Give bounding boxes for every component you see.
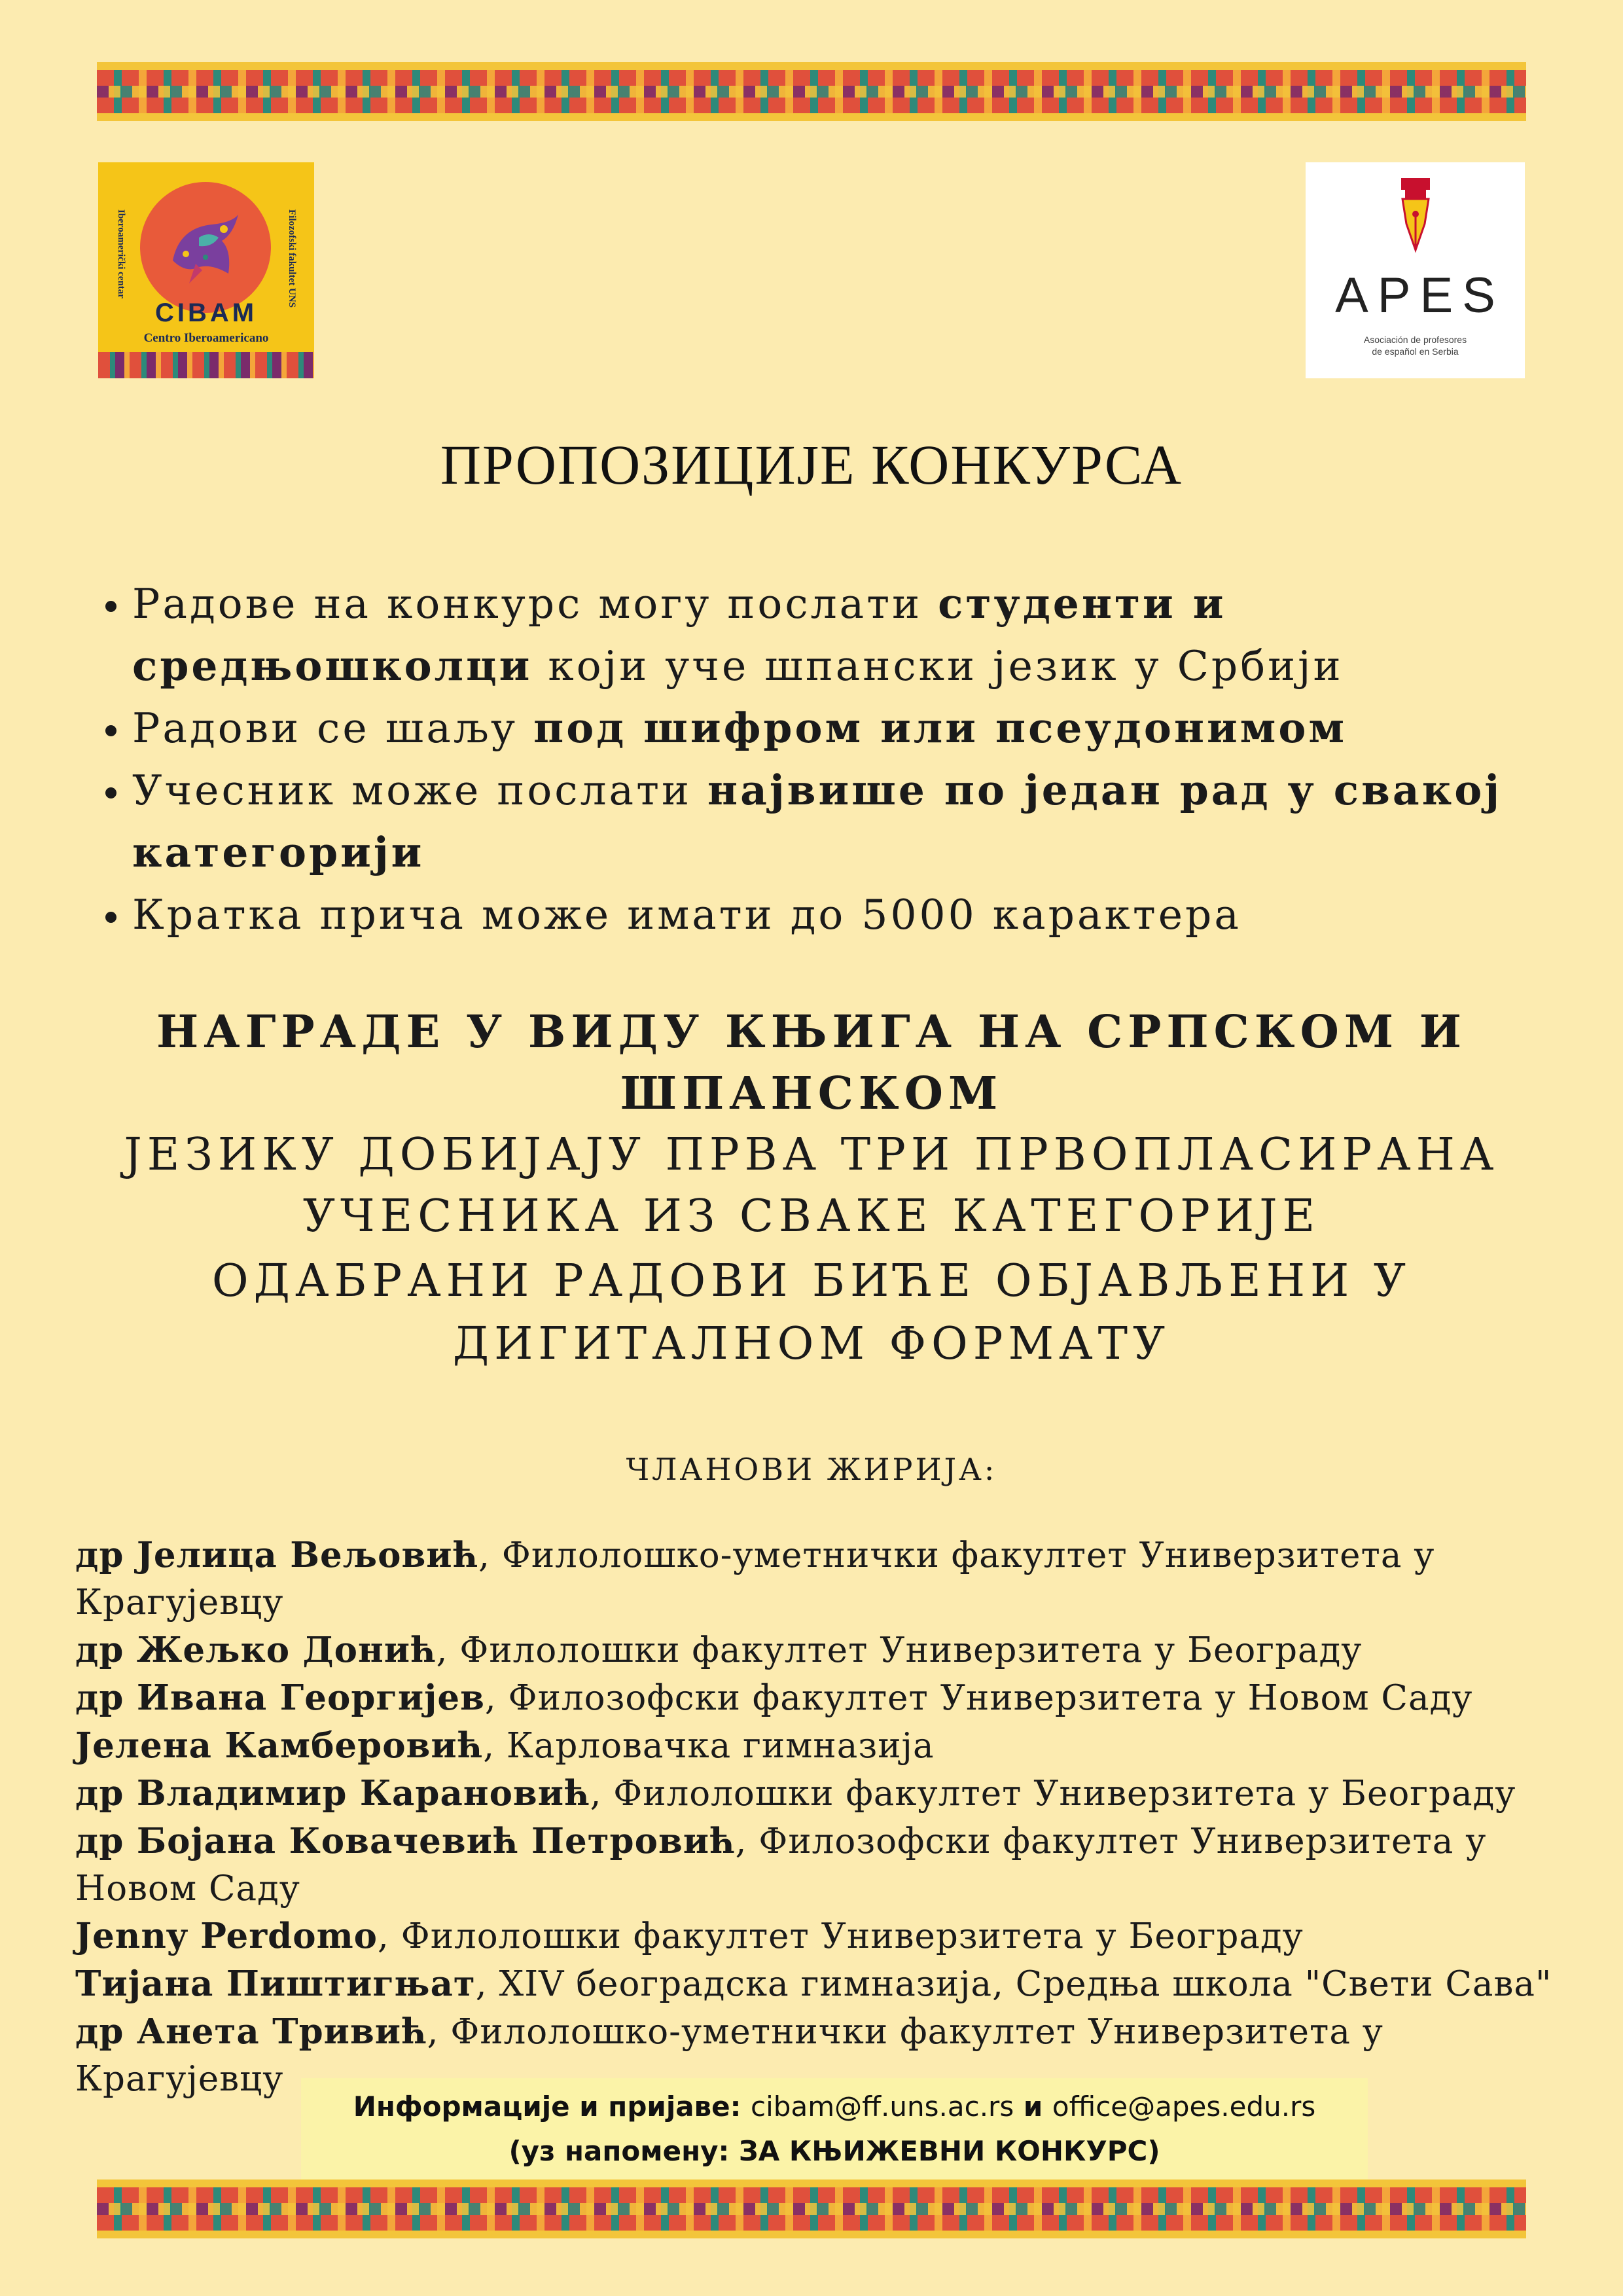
cibam-bird-icon	[140, 182, 271, 313]
rule-text: који уче шпански језик у Србији	[532, 642, 1344, 690]
rule-emphasis: под шифром или псеудонимом	[533, 704, 1347, 752]
rule-item	[132, 759, 1585, 884]
jury-member-affiliation: , Филолошки факултет Универзитета у Београду	[378, 1916, 1304, 1956]
jury-member	[75, 1626, 1580, 1674]
contact-and: и	[1014, 2090, 1052, 2123]
cibam-logo-arc-right: Filozofski fakultet UNS	[287, 209, 297, 308]
jury-list	[75, 1532, 1580, 2103]
jury-member-name: др Јелица Вељовић	[75, 1535, 479, 1575]
bottom-decorative-border	[97, 2179, 1526, 2238]
jury-member	[75, 1912, 1580, 1960]
cibam-logo-pattern	[98, 352, 314, 378]
jury-member-name: Јелена Камберовић	[75, 1725, 484, 1766]
jury-member-affiliation: , Карловачка гимназија	[483, 1726, 935, 1766]
jury-member	[75, 1770, 1580, 1818]
jury-member-affiliation: , Филолошки факултет Универзитета у Београду	[436, 1630, 1363, 1670]
prizes-statement	[0, 1001, 1623, 1247]
contact-info-box	[301, 2078, 1368, 2181]
contact-email-apes[interactable]: office@apes.edu.rs	[1052, 2090, 1316, 2123]
rules-list	[85, 573, 1585, 946]
jury-member	[75, 1532, 1580, 1626]
note-close: )	[1147, 2135, 1160, 2167]
apes-logo-subtitle-line2: de español en Serbia	[1372, 346, 1459, 357]
cibam-logo-name: CIBAM	[154, 298, 258, 327]
jury-member-name: Тијана Пиштигњат	[75, 1964, 476, 2004]
apes-logo-name: APES	[1335, 268, 1505, 323]
fountain-pen-icon	[1396, 178, 1435, 257]
rule-item	[132, 573, 1585, 697]
apes-logo	[1306, 162, 1525, 378]
rule-emphasis: највише по један рад у свакој категорији	[132, 766, 1503, 876]
contact-label: Информације и пријаве	[353, 2090, 730, 2123]
jury-member-name: др Анета Тривић	[75, 2011, 427, 2052]
prizes-line: ЈЕЗИКУ ДОБИЈАЈУ ПРВА ТРИ ПРВОПЛАСИРАНА	[124, 1129, 1499, 1181]
contact-note	[301, 2129, 1368, 2174]
jury-member-affiliation: , XIV београдска гимназија, Средња школа "Свети Сава"	[475, 1964, 1552, 2004]
rule-emphasis: студенти и средњошколци	[132, 579, 1226, 690]
contact-line	[301, 2085, 1368, 2129]
cibam-logo-arc-left: Iberoamerički centar	[116, 209, 126, 298]
prizes-line: УЧЕСНИКА ИЗ СВАКЕ КАТЕГОРИЈЕ	[302, 1191, 1321, 1242]
contact-email-cibam[interactable]: cibam@ff.uns.ac.rs	[751, 2090, 1014, 2123]
note-subject: ЗА КЊИЖЕВНИ КОНКУРС	[738, 2135, 1148, 2167]
jury-member-name: др Бојана Ковачевић Петровић	[75, 1821, 736, 1861]
rule-text: Радове на конкурс могу послати	[132, 580, 938, 628]
contact-colon: :	[730, 2090, 751, 2123]
jury-member-name: др Владимир Карановић	[75, 1773, 590, 1814]
jury-member	[75, 1960, 1580, 2008]
jury-member-affiliation: , Филолошко-уметнички факултет Универзитета у Крагујевцу	[75, 1535, 1435, 1623]
top-decorative-border	[97, 62, 1526, 121]
page-title: ПРОПОЗИЦИЈЕ КОНКУРСА	[440, 433, 1183, 496]
publication-line: ОДАБРАНИ РАДОВИ БИЋЕ ОБЈАВЉЕНИ У	[211, 1255, 1412, 1307]
jury-member-name: др Ивана Георгијев	[75, 1677, 485, 1718]
jury-member	[75, 1722, 1580, 1770]
jury-member-affiliation: , Филозофски факултет Универзитета у Новом Саду	[484, 1678, 1473, 1718]
jury-member-affiliation: , Филолошки факултет Универзитета у Београду	[590, 1774, 1516, 1814]
note-open: (уз напомену:	[508, 2135, 739, 2167]
jury-member	[75, 1674, 1580, 1722]
cibam-logo	[98, 162, 314, 378]
jury-member-name: др Жељко Донић	[75, 1630, 437, 1670]
jury-member	[75, 1818, 1580, 1912]
rule-text: Кратка прича може имати до 5000 карактера	[132, 891, 1241, 939]
publication-statement	[0, 1250, 1623, 1376]
rule-text: Учесник може послати	[132, 766, 707, 814]
publication-line: ДИГИТАЛНОМ ФОРМАТУ	[452, 1318, 1171, 1370]
apes-logo-subtitle-line1: Asociación de profesores	[1363, 334, 1467, 345]
prizes-line: НАГРАДЕ У ВИДУ КЊИГА НА СРПСКОМ И ШПАНСКОМ	[156, 1006, 1467, 1120]
jury-member-name: Jenny Perdomo	[75, 1916, 378, 1956]
rule-text: Радови се шаљу	[132, 704, 534, 752]
jury-heading: ЧЛАНОВИ ЖИРИЈА:	[626, 1452, 997, 1487]
apes-logo-subtitle	[1306, 334, 1525, 357]
jury-member-affiliation: , Филолошко-уметнички факултет Универзитета у Крагујевцу	[75, 2012, 1383, 2099]
jury-member-affiliation: , Филозофски факултет Универзитета у Новом Саду	[75, 1821, 1487, 1909]
rule-item	[132, 697, 1585, 759]
cibam-logo-subtitle: Centro Iberoamericano	[143, 331, 269, 345]
rule-item	[132, 884, 1585, 946]
